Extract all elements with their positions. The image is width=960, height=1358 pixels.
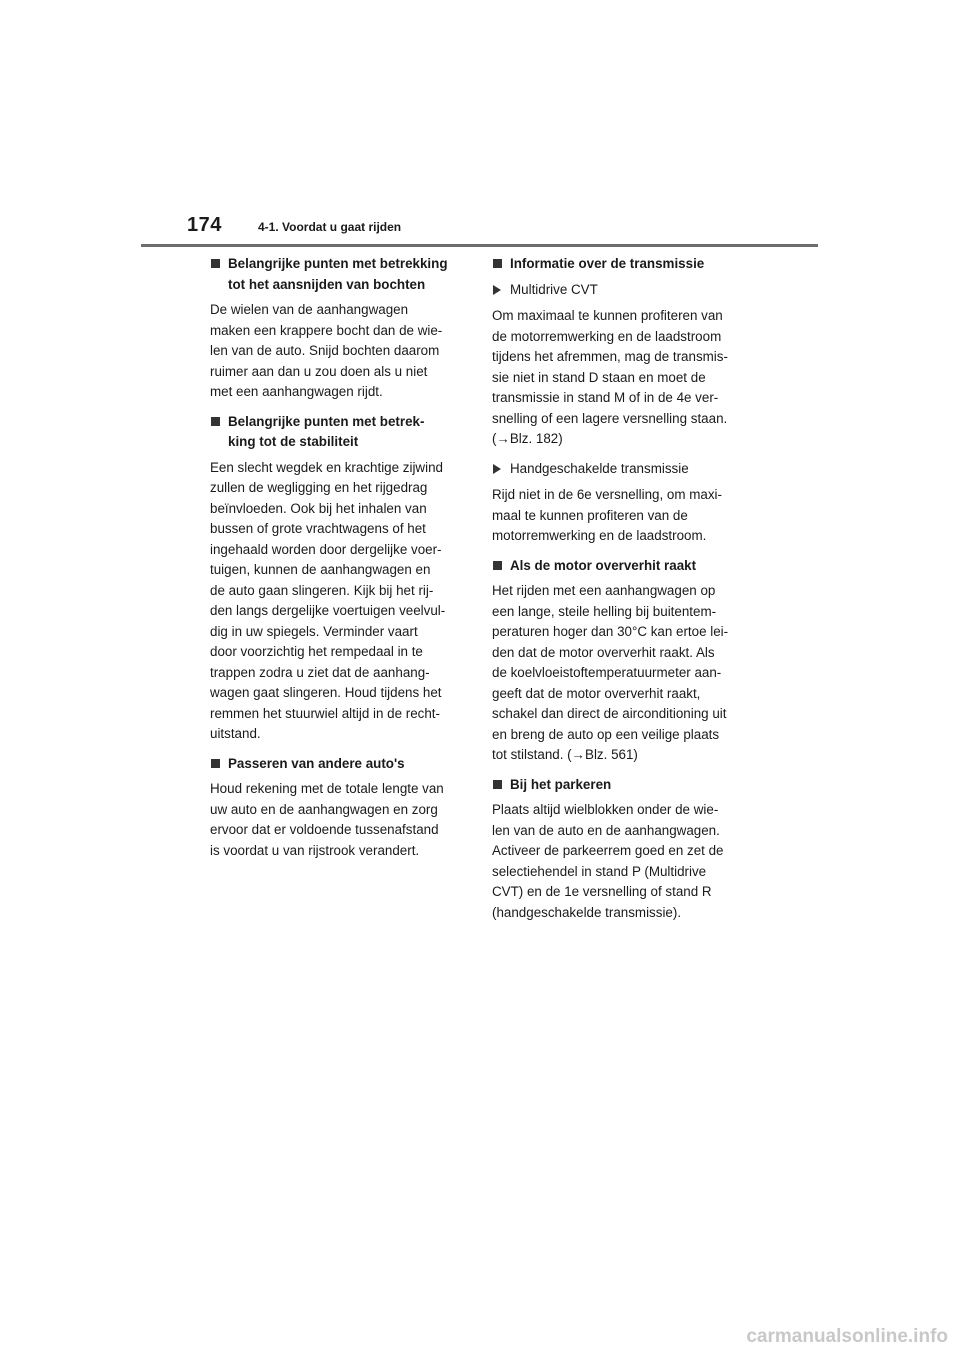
heading-line: Als de motor oververhit raakt bbox=[510, 557, 697, 573]
triangle-bullet-icon bbox=[493, 464, 501, 474]
text-line: remmen het stuurwiel altijd in de recht- bbox=[210, 705, 440, 721]
text-line: sie niet in stand D staan en moet de bbox=[492, 369, 706, 385]
text-line: Rijd niet in de 6e versnelling, om maxi- bbox=[492, 487, 722, 502]
text-line: De wielen van de aanhangwagen bbox=[210, 302, 409, 317]
heading-oververhit bbox=[492, 556, 748, 577]
heading-line: Informatie over de transmissie bbox=[510, 256, 705, 271]
text-line: wagen gaat slingeren. Houd tijdens het bbox=[210, 685, 442, 700]
text-line: uitstand. bbox=[210, 726, 261, 741]
text-line: tijdens het afremmen, mag de transmis- bbox=[492, 349, 728, 364]
text-line: schakel dan direct de airconditioning uit bbox=[492, 706, 727, 721]
heading-parkeren bbox=[492, 775, 748, 796]
text-line: maal te kunnen profiteren van de bbox=[492, 507, 688, 523]
text-line: dig in uw spiegels. Verminder vaart bbox=[210, 623, 418, 639]
heading-passeren bbox=[210, 754, 466, 775]
square-bullet-icon bbox=[493, 780, 502, 789]
text-line: uw auto en de aanhangwagen en zorg bbox=[210, 801, 438, 817]
text-line: len van de auto. Snijd bochten daarom bbox=[210, 343, 440, 358]
text-line: ruimer aan dan u zou doen als u niet bbox=[210, 363, 428, 379]
paragraph-bochten bbox=[210, 300, 466, 403]
heading-line: Belangrijke punten met betrekking bbox=[228, 256, 448, 271]
paragraph-handgeschakeld bbox=[492, 485, 748, 547]
text-line: snelling of een lagere versnelling staan. bbox=[492, 410, 728, 426]
square-bullet-icon bbox=[493, 259, 502, 268]
text-line: Het rijden met een aanhangwagen op bbox=[492, 583, 716, 598]
text-line: door voorzichtig het rempedaal in te bbox=[210, 644, 423, 659]
text-line: Activeer de parkeerrem goed en zet de bbox=[492, 843, 724, 858]
text-line: met een aanhangwagen rijdt. bbox=[210, 384, 383, 399]
text-line: de auto gaan slingeren. Kijk bij het rij- bbox=[210, 582, 434, 598]
square-bullet-icon bbox=[493, 561, 502, 570]
text-line: de koelvloeistoftemperatuurmeter aan- bbox=[492, 665, 722, 680]
heading-line: tot het aansnijden van bochten bbox=[228, 276, 426, 292]
text-line: beïnvloeden. Ook bij het inhalen van bbox=[210, 500, 427, 516]
square-bullet-icon bbox=[211, 259, 220, 268]
text-line: maken een krappere bocht dan de wie- bbox=[210, 322, 443, 338]
header-rule bbox=[141, 244, 818, 247]
text-line: Om maximaal te kunnen profiteren van bbox=[492, 308, 723, 323]
paragraph-stabiliteit bbox=[210, 458, 466, 745]
heading-line: king tot de stabiliteit bbox=[228, 434, 359, 449]
paragraph-oververhit bbox=[492, 581, 748, 766]
text-line: Houd rekening met de totale lengte van bbox=[210, 781, 444, 796]
text-line: den dat de motor oververhit raakt. Als bbox=[492, 644, 715, 660]
subheading-text: Multidrive CVT bbox=[510, 281, 598, 297]
text-line: geeft dat de motor oververhit raakt, bbox=[492, 685, 701, 701]
text-line: tot stilstand. (→Blz. 561) bbox=[492, 747, 638, 762]
text-line: CVT) en de 1e versnelling of stand R bbox=[492, 884, 712, 899]
paragraph-passeren bbox=[210, 779, 466, 861]
section-title: 4-1. Voordat u gaat rijden bbox=[258, 220, 402, 234]
text-line: len van de auto en de aanhangwagen. bbox=[492, 822, 720, 838]
paragraph-multidrive bbox=[492, 306, 748, 450]
text-line: en breng de auto op een veilige plaats bbox=[492, 726, 720, 742]
square-bullet-icon bbox=[211, 759, 220, 768]
text-line: peraturen hoger dan 30°C kan ertoe lei- bbox=[492, 624, 729, 639]
text-line: de motorremwerking en de laadstroom bbox=[492, 328, 722, 344]
text-line: motorremwerking en de laadstroom. bbox=[492, 528, 707, 543]
text-line: selectiehendel in stand P (Multidrive bbox=[492, 863, 707, 879]
subheading-multidrive bbox=[492, 280, 748, 301]
text-line: transmissie in stand M of in de 4e ver- bbox=[492, 390, 719, 405]
square-bullet-icon bbox=[211, 417, 220, 426]
text-line: (handgeschakelde transmissie). bbox=[492, 904, 682, 920]
heading-line: Passeren van andere auto's bbox=[228, 755, 405, 771]
text-line: ervoor dat er voldoende tussenafstand bbox=[210, 822, 439, 837]
text-line: Een slecht wegdek en krachtige zijwind bbox=[210, 459, 443, 475]
text-line: ingehaald worden door dergelijke voer- bbox=[210, 541, 442, 557]
heading-transmissie bbox=[492, 254, 748, 275]
subheading-text: Handgeschakelde transmissie bbox=[510, 460, 689, 476]
heading-stabiliteit bbox=[210, 412, 466, 453]
left-column bbox=[210, 254, 466, 870]
text-line: tuigen, kunnen de aanhangwagen en bbox=[210, 562, 431, 577]
text-line: bussen of grote vrachtwagens of het bbox=[210, 521, 426, 536]
page-reference: (→Blz. 182) bbox=[492, 431, 563, 446]
watermark-logo: carmanualsonline.info bbox=[746, 1326, 948, 1347]
text-line: een lange, steile helling bij buitentem- bbox=[492, 603, 717, 619]
text-line: is voordat u van rijstrook verandert. bbox=[210, 842, 420, 858]
heading-line: Bij het parkeren bbox=[510, 776, 612, 792]
triangle-bullet-icon bbox=[493, 285, 501, 295]
text-line: trappen zodra u ziet dat de aanhang- bbox=[210, 664, 430, 680]
text-line: zullen de wegligging en het rijgedrag bbox=[210, 480, 428, 495]
text-line: den langs dergelijke voertuigen veelvul- bbox=[210, 603, 446, 618]
page-number: 174 bbox=[187, 214, 222, 236]
right-column bbox=[492, 254, 748, 932]
paragraph-parkeren bbox=[492, 800, 748, 923]
heading-line: Belangrijke punten met betrek- bbox=[228, 413, 425, 429]
subheading-handgeschakeld bbox=[492, 459, 748, 480]
heading-bochten bbox=[210, 254, 466, 295]
text-line: Plaats altijd wielblokken onder de wie- bbox=[492, 802, 719, 817]
